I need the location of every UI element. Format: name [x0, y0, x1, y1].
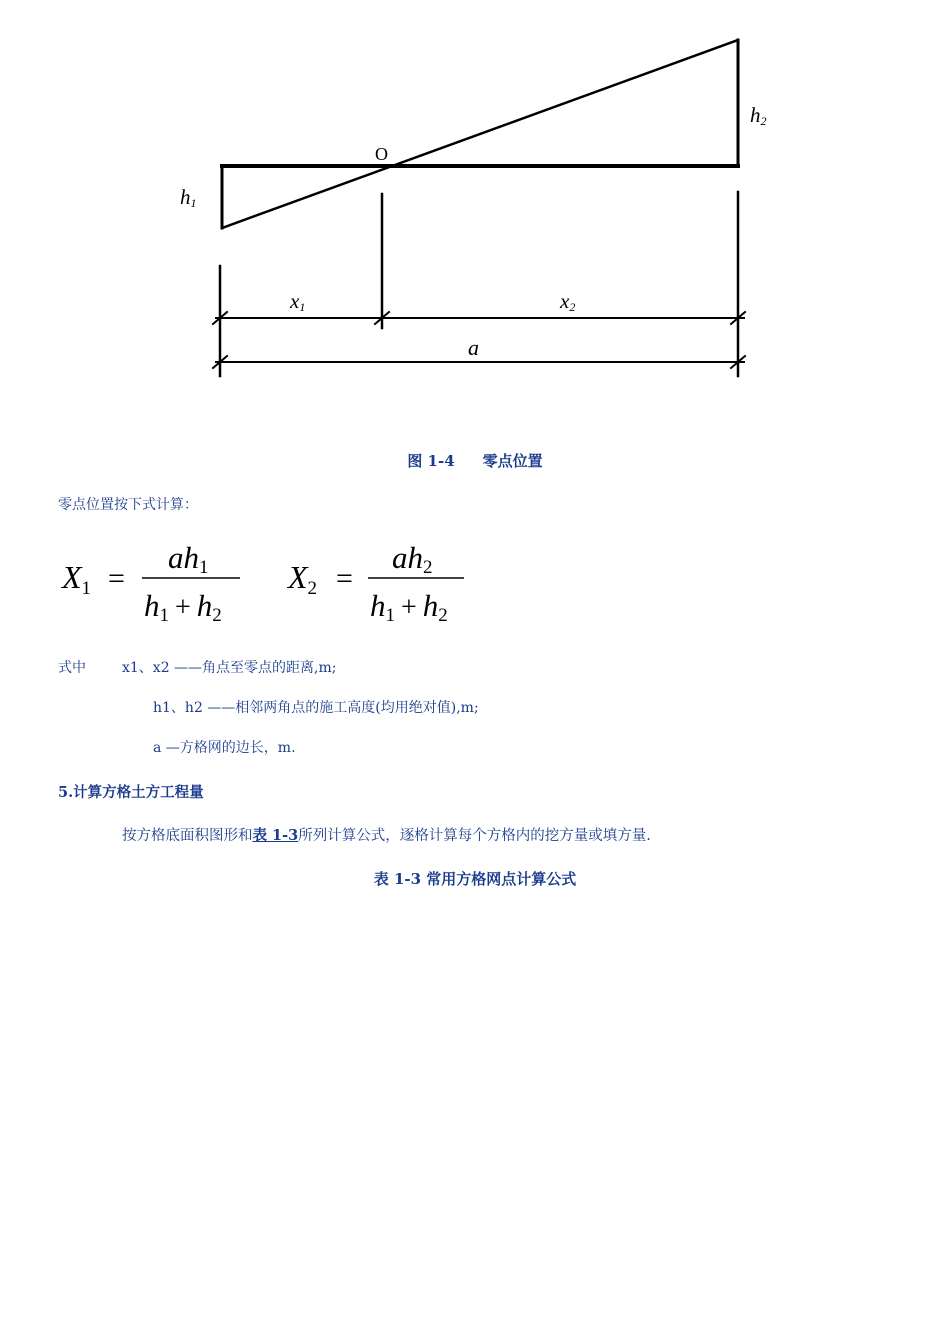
- svg-text:h1+h2: h1 + h2: [144, 588, 222, 626]
- svg-text:=: =: [108, 562, 125, 595]
- intro-text: 零点位置按下式计算：: [58, 497, 198, 513]
- figure-caption: [0, 450, 950, 471]
- section-body-before: 按方格底面积图形和: [122, 828, 253, 844]
- svg-text:h1+h2: h1 + h2: [370, 588, 448, 626]
- section-body: [122, 824, 651, 845]
- section-body-after: 所列计算公式，逐格计算每个方格内的挖方量或填方量.: [298, 828, 651, 844]
- zero-point-label: O: [375, 144, 388, 164]
- a-label: a: [468, 335, 479, 360]
- legend-line-x: x1、x2 ——角点至零点的距离,m;: [122, 660, 337, 676]
- legend-line-h: h1、h2 ——相邻两角点的施工高度(均用绝对值),m;: [153, 700, 479, 716]
- x2-label: x2: [560, 289, 576, 314]
- svg-text:ah2: ah2: [392, 540, 433, 578]
- zero-point-diagram: [0, 0, 950, 420]
- table-reference-link[interactable]: 表 1-3: [252, 827, 299, 844]
- table-caption: 表 1-3 常用方格网点计算公式: [373, 870, 577, 888]
- figure-caption-title: 零点位置: [482, 452, 543, 470]
- formula-block: [58, 532, 498, 632]
- figure-caption-number: 图 1-4: [407, 452, 455, 470]
- section-heading: 5.计算方格土方工程量: [58, 784, 204, 801]
- h1-label: h1: [180, 185, 197, 210]
- formula-x2: [286, 540, 464, 626]
- svg-text:X1: X1: [62, 559, 92, 599]
- diagonal-line: [222, 40, 738, 228]
- x1-label: x1: [290, 289, 306, 314]
- legend-label: 式中: [58, 660, 86, 676]
- formula-x1: [60, 540, 240, 626]
- svg-text:X2: X2: [288, 559, 318, 599]
- svg-text:ah1: ah1: [168, 540, 209, 578]
- svg-text:=: =: [336, 562, 353, 595]
- legend-line-a: a —方格网的边长，m.: [153, 740, 296, 756]
- h2-label: h2: [750, 103, 767, 128]
